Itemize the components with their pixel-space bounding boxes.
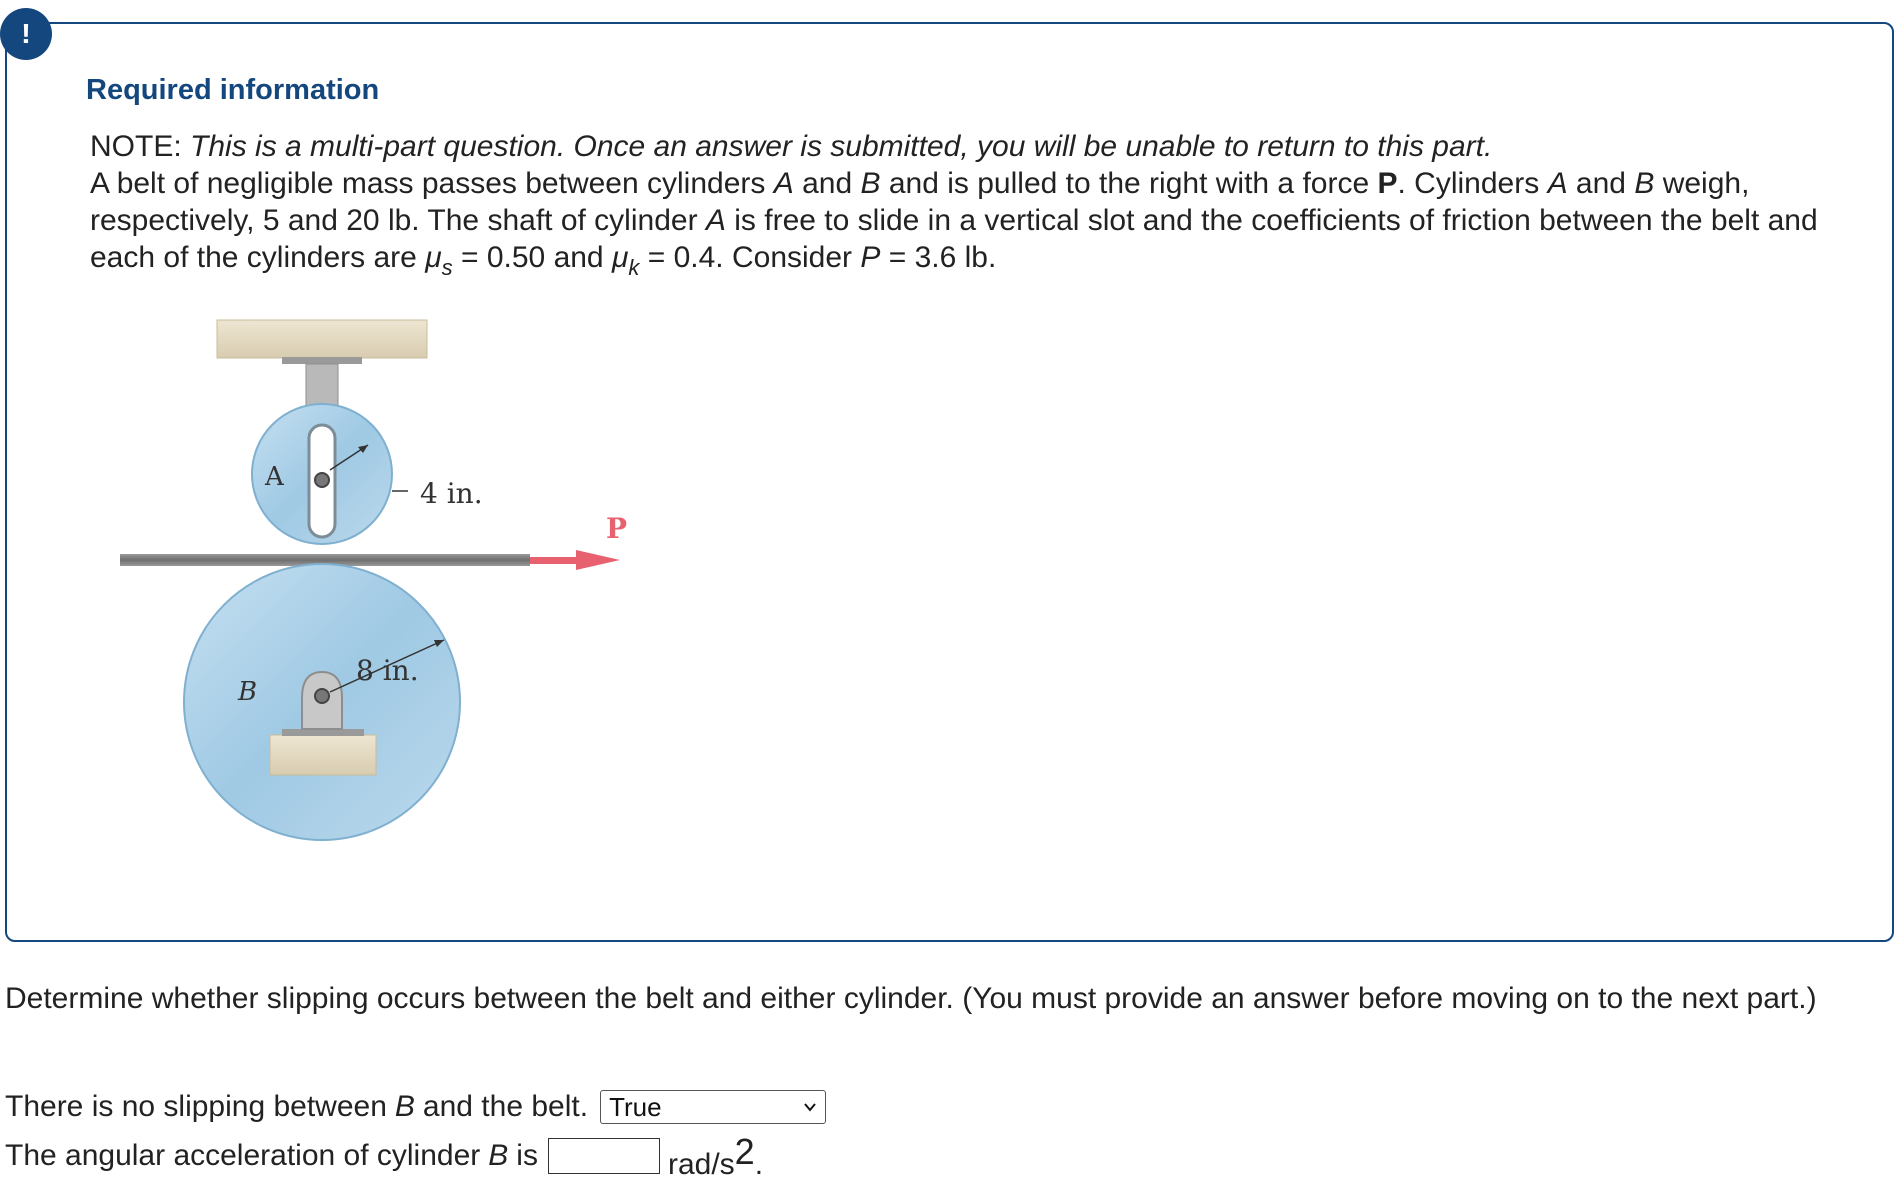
statement-text: and bbox=[802, 167, 853, 200]
problem-statement bbox=[90, 128, 1870, 286]
statement-text: and bbox=[1575, 167, 1626, 200]
row1-suffix: and the belt. bbox=[422, 1090, 589, 1123]
note-label: NOTE: bbox=[90, 130, 182, 163]
cylinder-belt-diagram bbox=[110, 310, 650, 850]
statement-text: and is pulled to the right with a force bbox=[888, 167, 1370, 200]
row2-var: B bbox=[488, 1139, 509, 1172]
mu-s-value: = 0.50 and bbox=[460, 241, 604, 274]
alert-symbol: ! bbox=[21, 17, 31, 50]
force-symbol: P bbox=[1377, 167, 1398, 200]
bracket-plate bbox=[282, 357, 362, 364]
label-a: A bbox=[265, 462, 284, 492]
bottom-support bbox=[270, 735, 376, 775]
label-b: B bbox=[238, 677, 258, 707]
shaft-b bbox=[315, 689, 329, 703]
var-a: A bbox=[1547, 167, 1568, 200]
radius-a-label: 4 in. bbox=[420, 477, 483, 510]
true-false-select[interactable] bbox=[600, 1090, 826, 1124]
unit-label: rad/s2. bbox=[667, 1130, 764, 1181]
angular-acceleration-input[interactable] bbox=[548, 1138, 660, 1174]
var-b: B bbox=[860, 167, 881, 200]
answer-row-acceleration bbox=[5, 1130, 764, 1181]
statement-text: . Cylinders bbox=[1397, 167, 1540, 200]
radius-b-label: 8 in. bbox=[356, 654, 419, 687]
var-a: A bbox=[773, 167, 794, 200]
note-text: This is a multi-part question. Once an answer is submitted, you will be unable to return to this part. bbox=[190, 130, 1493, 163]
row2-is: is bbox=[516, 1139, 538, 1172]
row1-var: B bbox=[394, 1090, 415, 1123]
statement-text: weigh, respectively, 5 and 20 lb. The shaft of cylinder bbox=[90, 167, 1750, 237]
answer-row-slipping bbox=[5, 1087, 826, 1127]
chevron-down-icon bbox=[803, 1100, 817, 1114]
mu-k-value: = 0.4. Consider bbox=[647, 241, 853, 274]
select-value: True bbox=[609, 1091, 662, 1122]
p-value: = 3.6 lb. bbox=[888, 241, 997, 274]
var-a: A bbox=[705, 204, 726, 237]
mu-k-symbol: $\mu_k$ bbox=[611, 241, 640, 280]
pedestal-plate bbox=[282, 729, 364, 736]
force-arrow-head bbox=[576, 550, 620, 570]
mu-s-symbol: $\mu_s$ bbox=[425, 241, 453, 280]
required-info-heading: Required information bbox=[86, 74, 380, 106]
statement-text: is free to slide in a vertical slot and the coefficients of friction between the belt and each of the cylinders are bbox=[90, 204, 1818, 274]
row1-prefix: There is no slipping between bbox=[5, 1090, 387, 1123]
question-text: Determine whether slipping occurs between the belt and either cylinder. (You must provide an answer before moving on to the next part.) bbox=[5, 982, 1817, 1015]
label-p: P bbox=[606, 512, 628, 545]
top-support bbox=[217, 320, 427, 358]
force-arrow-shaft bbox=[530, 557, 576, 564]
p-var: P bbox=[860, 241, 881, 274]
statement-text: A belt of negligible mass passes between cylinders bbox=[90, 167, 766, 200]
row2-prefix: The angular acceleration of cylinder bbox=[5, 1139, 481, 1172]
var-b: B bbox=[1634, 167, 1655, 200]
shaft-a bbox=[315, 473, 329, 487]
